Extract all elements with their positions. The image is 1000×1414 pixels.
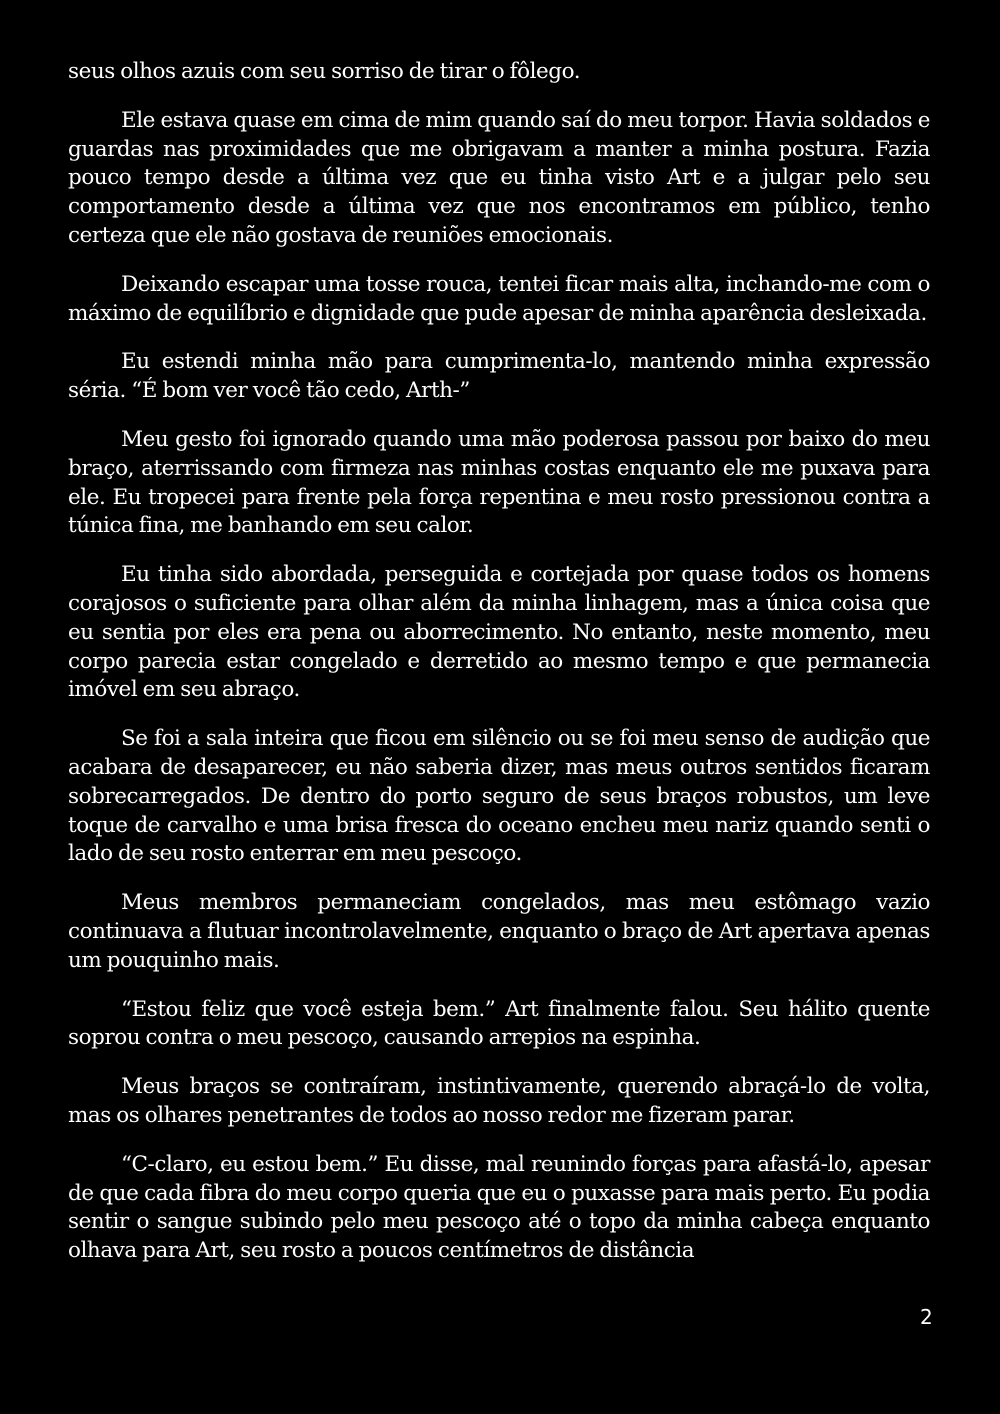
- page-body: [68, 58, 930, 1266]
- paragraph-3: Deixando escapar uma tosse rouca, tentei ficar mais alta, inchando-me com o máximo de equilíbrio e dignidade que pude apesar de minha aparência desleixada.: [68, 271, 930, 326]
- paragraph-8: Meus membros permaneciam congelados, mas meu estômago vazio continuava a flutuar incontrolavelmente, enquanto o braço de Art apertava apenas um pouquinho mais.: [68, 890, 930, 973]
- paragraph-6: Eu tinha sido abordada, perseguida e cortejada por quase todos os homens corajosos o suficiente para olhar além da minha linhagem, mas a única coisa que eu sentia por eles era pena ou aborrecimento. No entanto, neste momento, meu corpo parecia estar congelado e derretido ao mesmo tempo e que permanecia imóvel em seu abraço.: [68, 562, 930, 703]
- paragraph-9: “Estou feliz que você esteja bem.” Art finalmente falou. Seu hálito quente soprou contra o meu pescoço, causando arrepios na espinha.: [68, 996, 930, 1051]
- paragraph-1: seus olhos azuis com seu sorriso de tirar o fôlego.: [68, 59, 581, 84]
- paragraph-2: Ele estava quase em cima de mim quando saí do meu torpor. Havia soldados e guardas nas proximidades que me obrigavam a manter a minha postura. Fazia pouco tempo desde a última vez que eu tinha visto Art e a julgar pelo seu comportamento desde a última vez que nos encontramos em público, tenho certeza que ele não gostava de reuniões emocionais.: [68, 107, 930, 248]
- paragraph-4: Eu estendi minha mão para cumprimenta-lo, mantendo minha expressão séria. “É bom ver você tão cedo, Arth-”: [68, 349, 930, 404]
- paragraph-10: Meus braços se contraíram, instintivamente, querendo abraçá-lo de volta, mas os olhares penetrantes de todos ao nosso redor me fizeram parar.: [68, 1074, 930, 1128]
- paragraph-7: Se foi a sala inteira que ficou em silêncio ou se foi meu senso de audição que acabara de desaparecer, eu não saberia dizer, mas meus outros sentidos ficaram sobrecarregados. De dentro do porto seguro de seus braços robustos, um leve toque de carvalho e uma brisa fresca do oceano encheu meu nariz quando senti o lado de seu rosto enterrar em meu pescoço.: [68, 726, 930, 867]
- page-number: 2: [920, 1305, 933, 1329]
- paragraph-5: Meu gesto foi ignorado quando uma mão poderosa passou por baixo do meu braço, aterrissando com firmeza nas minhas costas enquanto ele me puxava para ele. Eu tropecei para frente pela força repentina e meu rosto pressionou contra a túnica fina, me banhando em seu calor.: [68, 426, 930, 539]
- paragraph-11: “C-claro, eu estou bem.” Eu disse, mal reunindo forças para afastá-lo, apesar de que cada fibra do meu corpo queria que eu o puxasse para mais perto. Eu podia sentir o sangue subindo pelo meu pescoço até o topo da minha cabeça enquanto olhava para Art, seu rosto a poucos centímetros de distância: [68, 1151, 930, 1264]
